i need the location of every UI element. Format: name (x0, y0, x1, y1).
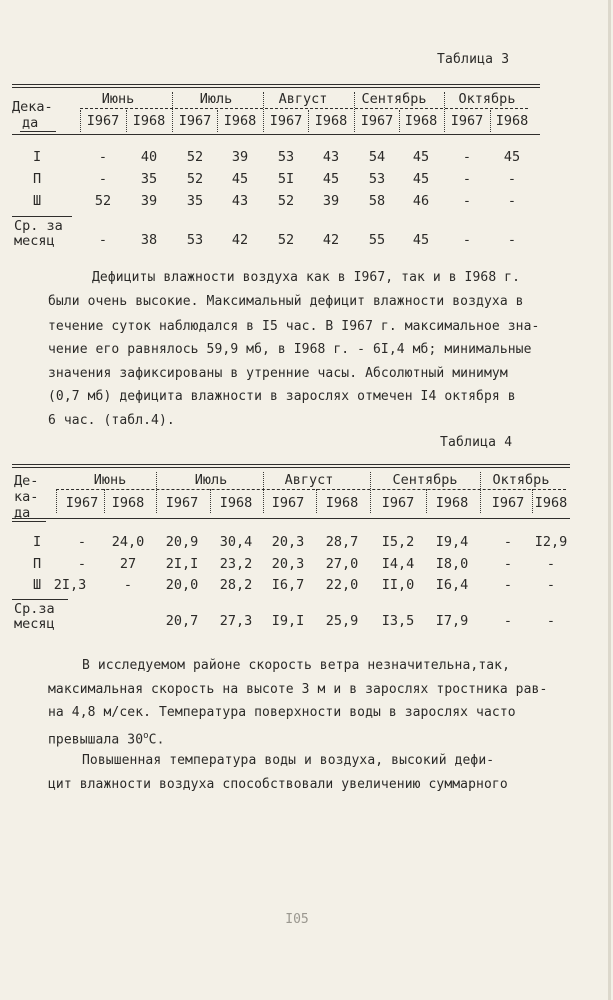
page-number: I05 (285, 912, 309, 927)
table4-year: I968 (325, 495, 359, 511)
para2-tail: С. (148, 732, 165, 748)
table3-avg-cell: 52 (277, 232, 295, 248)
table3-year: I967 (269, 113, 303, 129)
para1-line: были очень высокие. Максимальный дефицит влажности воздуха в (48, 294, 524, 309)
table4-caption: Таблица 4 (440, 435, 513, 450)
table4-month: Сентябрь (392, 472, 458, 488)
table4-cell: - (546, 577, 556, 593)
table4-col-sep (532, 489, 533, 513)
table4-cell: I6,7 (271, 577, 305, 593)
table3-year: I968 (495, 113, 529, 129)
table3-year: I967 (178, 113, 212, 129)
table4-cell: 20,9 (165, 534, 199, 550)
table3-avg-cell: 42 (322, 232, 340, 248)
table3-cell: 45 (231, 171, 249, 187)
table4-col-sep (263, 472, 264, 513)
table4-year: I967 (271, 495, 305, 511)
table3-cell: 45 (412, 149, 430, 165)
table4-year: I968 (435, 495, 469, 511)
table4-cell: I9,4 (435, 534, 469, 550)
table4-col-sep (316, 489, 317, 513)
table4-cell: - (546, 556, 556, 572)
table3-cell: 45 (503, 149, 521, 165)
table3-cell: 45 (412, 171, 430, 187)
table3-year: I967 (360, 113, 394, 129)
table3-avg-cell: - (507, 232, 517, 248)
table4-cell: 27 (119, 556, 137, 572)
table4-cell: - (503, 577, 513, 593)
table4-header-line-3: да (14, 505, 31, 521)
table4-cell: 24,0 (111, 534, 145, 550)
table3-month: Октябрь (458, 91, 516, 107)
table3-cell: 45 (322, 171, 340, 187)
table4-col-sep (104, 489, 105, 513)
table3-month: Сентябрь (361, 91, 427, 107)
table3-year: I968 (223, 113, 257, 129)
table3-cell: 52 (186, 149, 204, 165)
table4-col-sep (56, 489, 57, 513)
table4-cell: - (77, 534, 87, 550)
para2-line-last (48, 726, 165, 750)
table4-col-sep (426, 489, 427, 513)
table4-row-label: Ш (33, 577, 42, 593)
table4-cell: - (123, 577, 133, 593)
table4-avg-cell: 27,3 (219, 613, 253, 629)
table3-col-sep (399, 110, 400, 132)
table4-row-label: I (33, 534, 42, 550)
table3-avg-cell: 53 (186, 232, 204, 248)
table3-avg-cell: - (98, 232, 108, 248)
table3-cell: - (462, 193, 472, 209)
table3-cell: - (462, 171, 472, 187)
table4-cell: 28,7 (325, 534, 359, 550)
table3-avg-cell: 45 (412, 232, 430, 248)
table3-cell: 53 (368, 171, 386, 187)
table3-top-rule-2 (12, 87, 540, 88)
table3-col-sep (80, 110, 81, 132)
table4-year: I967 (165, 495, 199, 511)
table3-cell: - (507, 193, 517, 209)
table3-month: Июль (199, 91, 233, 107)
table3-cell: 58 (368, 193, 386, 209)
table4-month: Июль (194, 472, 228, 488)
table3-cell: 43 (231, 193, 249, 209)
table4-avg-rule (12, 599, 68, 600)
table4-cell: 27,0 (325, 556, 359, 572)
table3-col-sep (126, 110, 127, 132)
table3-cell: - (507, 171, 517, 187)
table3-cell: 39 (140, 193, 158, 209)
table4-cell: 20,3 (271, 534, 305, 550)
table3-row-label: Ш (33, 193, 42, 209)
table4-col-sep (156, 472, 157, 513)
table3-month: Июнь (101, 91, 135, 107)
table4-avg-label: месяц (14, 616, 55, 632)
table4-col-sep (480, 472, 481, 513)
table3-col-sep (217, 110, 218, 132)
table3-col-sep (308, 110, 309, 132)
table3-cell: 54 (368, 149, 386, 165)
para1-line: чение его равнялось 59,9 мб, в I968 г. - 6I,4 мб; минимальные (48, 342, 532, 357)
table3-col-sep (172, 92, 173, 132)
table4-cell: I4,4 (381, 556, 415, 572)
para3-line: цит влажности воздуха способствовали увеличению суммарного (48, 777, 508, 792)
table4-cell: 20,0 (165, 577, 199, 593)
table4-year: I968 (219, 495, 253, 511)
table4-cell: 30,4 (219, 534, 253, 550)
table3-cell: 52 (94, 193, 112, 209)
table4-cell: I6,4 (435, 577, 469, 593)
table4-cell: I2,9 (534, 534, 568, 550)
table3-header-line-1: Дека- (12, 99, 53, 115)
table3-month-divider (80, 108, 528, 109)
table3-year: I967 (86, 113, 120, 129)
table4-cell: 2I,I (165, 556, 199, 572)
table4-header-line-1: Де- (14, 473, 39, 489)
table4-cell: II,0 (381, 577, 415, 593)
table4-cell: 28,2 (219, 577, 253, 593)
para1-line: течение суток наблюдался в I5 час. В I967 г. максимальное зна- (48, 319, 540, 334)
table4-avg-cell: 20,7 (165, 613, 199, 629)
table4-year: I967 (65, 495, 99, 511)
table3-cell: 53 (277, 149, 295, 165)
para1-line: (0,7 мб) дефицита влажности в зарослях отмечен I4 октября в (48, 389, 516, 404)
table3-cell: 35 (140, 171, 158, 187)
table4-cell: - (503, 556, 513, 572)
table3-avg-cell: - (462, 232, 472, 248)
table4-header-line-2: ка- (14, 489, 39, 505)
table3-avg-rule (12, 216, 72, 217)
table4-header-rule (12, 518, 570, 519)
table4-cell: - (503, 534, 513, 550)
table4-top-rule (12, 464, 570, 465)
table3-year: I967 (450, 113, 484, 129)
table3-avg-cell: 42 (231, 232, 249, 248)
table3-cell: - (462, 149, 472, 165)
table3-row-label: I (33, 149, 42, 165)
para1-line: 6 час. (табл.4). (48, 413, 175, 428)
table3-col-sep (444, 92, 445, 132)
table4-cell: 23,2 (219, 556, 253, 572)
para2-line: на 4,8 м/сек. Температура поверхности воды в зарослях часто (48, 705, 516, 720)
table3-cell: 39 (231, 149, 249, 165)
table3-cell: 35 (186, 193, 204, 209)
table3-top-rule (12, 84, 540, 85)
table3-cell: 40 (140, 149, 158, 165)
table4-top-rule-2 (12, 467, 570, 468)
table4-month: Октябрь (492, 472, 550, 488)
table4-year: I967 (491, 495, 525, 511)
page-edge-shadow (608, 0, 611, 1000)
para1-line: Дефициты влажности воздуха как в I967, так и в I968 г. (92, 270, 521, 285)
table4-avg-label: Ср.за (14, 601, 55, 617)
table4-year: I968 (534, 495, 568, 511)
table4-col-sep (370, 472, 371, 513)
table4-month-divider (56, 489, 566, 490)
table4-month: Июнь (93, 472, 127, 488)
table4-cell: 22,0 (325, 577, 359, 593)
table4-avg-cell: 25,9 (325, 613, 359, 629)
table3-cell: 46 (412, 193, 430, 209)
table4-avg-cell: - (546, 613, 556, 629)
table3-col-sep (354, 92, 355, 132)
table4-avg-cell: I9,I (271, 613, 305, 629)
table4-row-label: П (33, 556, 42, 572)
table4-year: I967 (381, 495, 415, 511)
table3-cell: - (98, 149, 108, 165)
table4-year: I968 (111, 495, 145, 511)
table4-cell: - (77, 556, 87, 572)
table3-cell: - (98, 171, 108, 187)
table4-cell: I5,2 (381, 534, 415, 550)
table3-header-underline (20, 131, 56, 132)
table4-avg-cell: I3,5 (381, 613, 415, 629)
table3-row-label: П (33, 171, 42, 187)
para2-line: В исследуемом районе скорость ветра незначительна,так, (82, 658, 511, 673)
para2-text: превышала 30 (48, 732, 144, 748)
table3-year: I968 (132, 113, 166, 129)
table3-avg-label: месяц (14, 233, 55, 249)
table3-header-line-2: да (22, 115, 39, 131)
table3-col-sep (490, 110, 491, 132)
table3-header-rule (12, 134, 540, 135)
table3-cell: 5I (277, 171, 295, 187)
table3-caption: Таблица 3 (437, 52, 510, 67)
table3-year: I968 (404, 113, 438, 129)
table3-col-sep (263, 92, 264, 132)
table3-cell: 43 (322, 149, 340, 165)
table4-cell: 20,3 (271, 556, 305, 572)
table4-cell: 2I,3 (53, 577, 87, 593)
table3-cell: 52 (277, 193, 295, 209)
table3-avg-cell: 38 (140, 232, 158, 248)
table4-col-sep (210, 489, 211, 513)
table4-month: Август (284, 472, 334, 488)
para1-line: значения зафиксированы в утренние часы. Абсолютный минимум (48, 366, 508, 381)
table4-avg-cell: I7,9 (435, 613, 469, 629)
table3-cell: 39 (322, 193, 340, 209)
table3-year: I968 (314, 113, 348, 129)
table4-avg-cell: - (503, 613, 513, 629)
para2-line: максимальная скорость на высоте 3 м и в зарослях тростника рав- (48, 682, 548, 697)
table3-avg-label: Ср. за (14, 218, 63, 234)
table4-cell: I8,0 (435, 556, 469, 572)
table3-cell: 52 (186, 171, 204, 187)
table4-header-underline (12, 521, 46, 522)
para3-line: Повышенная температура воды и воздуха, высокий дефи- (82, 753, 495, 768)
degree-mark: о (143, 731, 149, 741)
table3-avg-cell: 55 (368, 232, 386, 248)
table3-month: Август (278, 91, 328, 107)
